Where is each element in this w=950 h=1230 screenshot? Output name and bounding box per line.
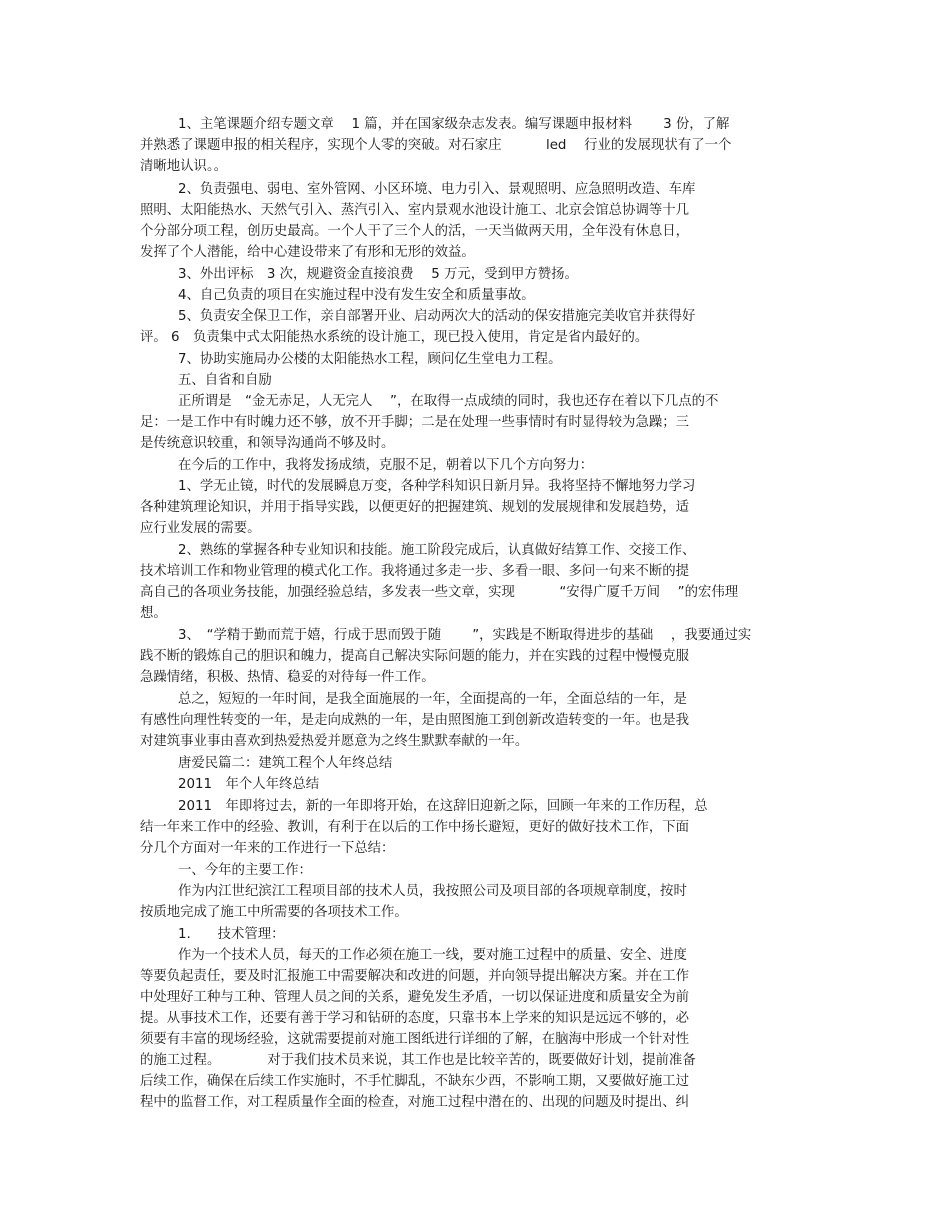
- text-line: 7、协助实施局办公楼的太阳能热水工程，顾问亿生堂电力工程。: [178, 352, 562, 367]
- text-line: 程中的监督工作，对工程质量作全面的检查，对施工过程中潜在的、出现的问题及时提出、纠: [140, 1095, 690, 1110]
- text-line: 1、学无止镜，时代的发展瞬息万变，各种学科知识日新月异。我将坚持不懈地努力学习: [178, 479, 696, 494]
- text-line: 4、自己负责的项目在实施过程中没有发生安全和质量事故。: [178, 288, 535, 303]
- text-line: 3、 “学精于勤而荒于嬉，行成于思而毁于随 ”，实践是不断取得进步的基础 ，我要通过实: [178, 628, 752, 643]
- text-line: 按质地完成了施工中所需要的各项技术工作。: [140, 905, 408, 920]
- text-line: 清晰地认识。。: [140, 159, 228, 174]
- text-line: 提。从事技术工作，还要有善于学习和钻研的态度，只靠书本上学来的知识是远远不够的，必: [140, 1011, 690, 1026]
- text-line: 足：一是工作中有时魄力还不够，放不开手脚；二是在处理一些事情时有时显得较为急躁；三: [140, 415, 690, 430]
- text-line: 发挥了个人潜能，给中心建设带来了有形和无形的效益。: [140, 245, 475, 260]
- text-line: 总之，短短的一年时间，是我全面施展的一年，全面提高的一年，全面总结的一年，是: [178, 692, 687, 707]
- text-line: 在今后的工作中，我将发扬成绩，克服不足，朝着以下几个方向努力：: [178, 458, 594, 473]
- text-line: 对建筑事业事由喜欢到热爱热爱并愿意为之终生默默奉献的一年。: [140, 734, 529, 749]
- text-line: 急躁情绪，积极、热情、稳妥的对待每一件工作。: [140, 670, 435, 685]
- text-line: 后续工作，确保在后续工作实施时，不手忙脚乱，不缺东少西，不影响工期，又要做好施工过: [140, 1074, 690, 1089]
- text-line: 并熟悉了课题申报的相关程序，实现个人零的突破。对石家庄 led 行业的发展现状有了一个: [140, 138, 732, 153]
- text-line: 3、外出评标 3 次，规避资金直接浪费 5 万元，受到甲方赞扬。: [178, 267, 578, 282]
- section-heading: 一、今年的主要工作：: [178, 863, 312, 878]
- section-heading: 五、自省和自励: [178, 373, 272, 388]
- text-line: 照明、太阳能热水、天然气引入、蒸汽引入、室内景观水池设计施工、北京会馆总协调等十几: [140, 203, 690, 218]
- text-line: 中处理好工种与工种、管理人员之间的关系，避免发生矛盾，一切以保证进度和质量安全为前: [140, 990, 690, 1005]
- text-line: 2、熟练的掌握各种专业知识和技能。施工阶段完成后，认真做好结算工作、交接工作、: [178, 543, 696, 558]
- text-line: 等要负起责任，要及时汇报施工中需要解决和改进的问题，并向领导提出解决方案。并在工作: [140, 969, 690, 984]
- text-line: 高自己的各项业务技能，加强经验总结，多发表一些文章，实现 “安得广厦千万间 ”的宏伟理: [140, 585, 739, 600]
- text-line: 2011 年即将过去，新的一年即将开始，在这辞旧迎新之际，回顾一年来的工作历程，总: [178, 799, 708, 814]
- text-line: 须要有丰富的现场经验，这就需要提前对施工图纸进行详细的了解，在脑海中形成一个针对性: [140, 1032, 690, 1047]
- text-line: 个分部分项工程，创历史最高。一个人干了三个人的活，一天当做两天用，全年没有休息日，: [140, 224, 690, 239]
- text-line: 是传统意识较重，和领导沟通尚不够及时。: [140, 436, 395, 451]
- section-heading: 唐爱民篇二：建筑工程个人年终总结: [178, 756, 393, 771]
- text-line: 想。: [140, 606, 167, 621]
- section-heading: 2011 年个人年终总结: [178, 777, 320, 792]
- text-line: 作为一个技术人员，每天的工作必须在施工一线，要对施工过程中的质量、安全、进度: [178, 948, 687, 963]
- text-line: 2、负责强电、弱电、室外管网、小区环境、电力引入、景观照明、应急照明改造、车库: [178, 182, 696, 197]
- text-line: 各种建筑理论知识，并用于指导实践，以便更好的把握建筑、规划的发展规律和发展趋势，适: [140, 500, 690, 515]
- text-line: 的施工过程。 对于我们技术员来说，其工作也是比较辛苦的，既要做好计划，提前准备: [140, 1053, 696, 1068]
- section-heading: 1. 技术管理：: [178, 927, 285, 942]
- text-line: 技术培训工作和物业管理的模式化工作。我将通过多走一步、多看一眼、多问一句来不断的提: [140, 564, 690, 579]
- text-line: 结一年来工作中的经验、教训，有利于在以后的工作中扬长避短，更好的做好技术工作，下面: [140, 820, 690, 835]
- text-line: 有感性向理性转变的一年，是走向成熟的一年，是由照图施工到创新改造转变的一年。也是我: [140, 713, 690, 728]
- text-line: 分几个方面对一年来的工作进行一下总结：: [140, 841, 395, 856]
- text-line: 践不断的锻炼自己的胆识和魄力，提高自己解决实际问题的能力，并在实践的过程中慢慢克服: [140, 649, 690, 664]
- text-line: 应行业发展的需要。: [140, 521, 261, 536]
- text-line: 1、主笔课题介绍专题文章 1 篇，并在国家级杂志发表。编写课题申报材料 3 份，了解: [178, 117, 730, 132]
- text-line: 评。 6 负责集中式太阳能热水系统的设计施工，现已投入使用，肯定是省内最好的。: [140, 330, 649, 345]
- text-line: 正所谓是 “金无赤足，人无完人 ”，在取得一点成绩的同时，我也还存在着以下几点的不: [178, 394, 719, 409]
- text-line: 5、负责安全保卫工作，亲自部署开业、启动两次大的活动的保安措施完美收官并获得好: [178, 309, 696, 324]
- text-line: 作为内江世纪滨江工程项目部的技术人员，我按照公司及项目部的各项规章制度，按时: [178, 884, 687, 899]
